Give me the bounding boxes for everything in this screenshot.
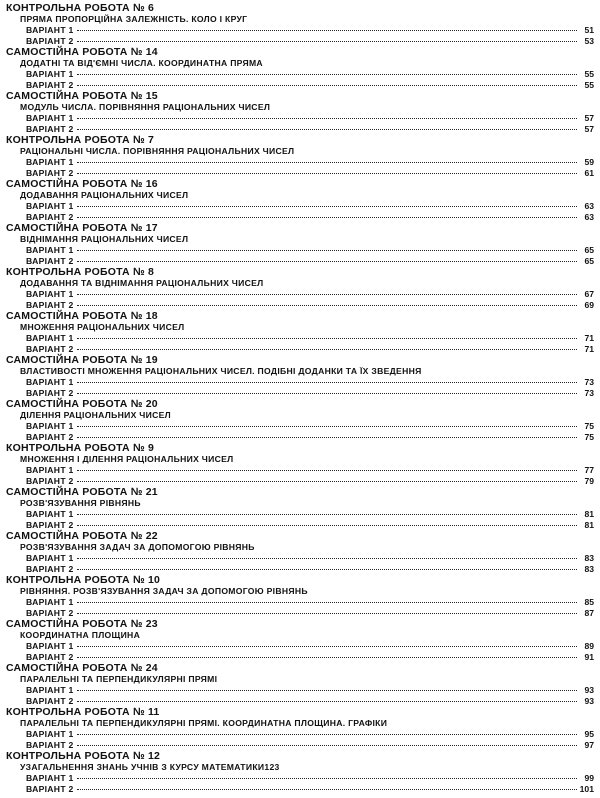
page-number: 95 bbox=[584, 729, 594, 739]
entry-label: ВАРІАНТ 1 bbox=[26, 201, 74, 211]
section-title: САМОСТІЙНА РОБОТА № 22 bbox=[6, 530, 158, 542]
section-subtitle: РАЦІОНАЛЬНІ ЧИСЛА. ПОРІВНЯННЯ РАЦІОНАЛЬНИХ ЧИСЕЛ bbox=[20, 146, 295, 156]
section-title: САМОСТІЙНА РОБОТА № 14 bbox=[6, 46, 158, 58]
toc-entry[interactable] bbox=[6, 432, 596, 443]
page-number: 83 bbox=[584, 553, 594, 563]
toc-entry[interactable] bbox=[6, 696, 596, 707]
page-number: 63 bbox=[584, 211, 594, 222]
page-number: 85 bbox=[584, 597, 594, 607]
dot-leader bbox=[77, 40, 577, 42]
page-number: 75 bbox=[584, 431, 594, 442]
entry-label: ВАРІАНТ 1 bbox=[26, 25, 74, 35]
toc-entry[interactable] bbox=[6, 784, 596, 795]
page-number: 59 bbox=[584, 157, 594, 167]
page-number: 55 bbox=[584, 69, 594, 79]
page-number: 75 bbox=[584, 421, 594, 431]
toc-section bbox=[6, 398, 596, 442]
section-title: КОНТРОЛЬНА РОБОТА № 8 bbox=[6, 266, 155, 278]
dot-leader bbox=[77, 557, 577, 559]
dot-leader bbox=[77, 733, 577, 735]
toc-entry[interactable] bbox=[6, 421, 596, 432]
toc-section bbox=[6, 178, 596, 222]
toc-entry[interactable] bbox=[6, 597, 596, 608]
page-number: 81 bbox=[584, 509, 594, 519]
section-title: САМОСТІЙНА РОБОТА № 24 bbox=[6, 662, 158, 674]
dot-leader bbox=[77, 425, 577, 427]
toc-entry[interactable] bbox=[6, 245, 596, 256]
entry-label: ВАРІАНТ 2 bbox=[26, 211, 74, 222]
toc-section bbox=[6, 574, 596, 618]
section-subtitle: РОЗВ'ЯЗУВАННЯ ЗАДАЧ ЗА ДОПОМОГОЮ РІВНЯНЬ bbox=[20, 542, 255, 552]
dot-leader bbox=[77, 117, 577, 119]
entry-label: ВАРІАНТ 2 bbox=[26, 563, 74, 574]
toc-entry[interactable] bbox=[6, 333, 596, 344]
dot-leader bbox=[77, 161, 577, 163]
page-number: 83 bbox=[584, 563, 594, 574]
entry-label: ВАРІАНТ 2 bbox=[26, 431, 74, 442]
entry-label: ВАРІАНТ 2 bbox=[26, 79, 74, 90]
toc-entry[interactable] bbox=[6, 509, 596, 520]
section-subtitle: ДОДАВАННЯ РАЦІОНАЛЬНИХ ЧИСЕЛ bbox=[20, 190, 189, 200]
dot-leader bbox=[77, 788, 577, 790]
entry-label: ВАРІАНТ 1 bbox=[26, 113, 74, 123]
toc-entry[interactable] bbox=[6, 564, 596, 575]
toc-entry[interactable] bbox=[6, 300, 596, 311]
section-title: КОНТРОЛЬНА РОБОТА № 12 bbox=[6, 750, 161, 762]
entry-label: ВАРІАНТ 2 bbox=[26, 387, 74, 398]
page-number: 73 bbox=[584, 377, 594, 387]
toc-entry[interactable] bbox=[6, 520, 596, 531]
entry-label: ВАРІАНТ 1 bbox=[26, 245, 74, 255]
section-title: КОНТРОЛЬНА РОБОТА № 6 bbox=[6, 2, 155, 14]
dot-leader bbox=[77, 304, 577, 306]
dot-leader bbox=[77, 524, 577, 526]
toc-entry[interactable] bbox=[6, 465, 596, 476]
dot-leader bbox=[77, 744, 577, 746]
dot-leader bbox=[77, 568, 577, 570]
page-number: 79 bbox=[584, 475, 594, 486]
toc-entry[interactable] bbox=[6, 476, 596, 487]
section-subtitle: УЗАГАЛЬНЕННЯ ЗНАНЬ УЧНІВ З КУРСУ МАТЕМАТИКИ123 bbox=[20, 762, 280, 772]
section-title: САМОСТІЙНА РОБОТА № 18 bbox=[6, 310, 158, 322]
toc-section bbox=[6, 530, 596, 574]
entry-label: ВАРІАНТ 1 bbox=[26, 157, 74, 167]
dot-leader bbox=[77, 216, 577, 218]
entry-label: ВАРІАНТ 2 bbox=[26, 607, 74, 618]
toc-section bbox=[6, 2, 596, 46]
entry-label: ВАРІАНТ 1 bbox=[26, 729, 74, 739]
entry-label: ВАРІАНТ 2 bbox=[26, 255, 74, 266]
toc-entry[interactable] bbox=[6, 80, 596, 91]
dot-leader bbox=[77, 777, 577, 779]
page-number: 63 bbox=[584, 201, 594, 211]
toc-entry[interactable] bbox=[6, 388, 596, 399]
entry-label: ВАРІАНТ 1 bbox=[26, 69, 74, 79]
page-number: 57 bbox=[584, 113, 594, 123]
dot-leader bbox=[77, 293, 577, 295]
entry-label: ВАРІАНТ 1 bbox=[26, 289, 74, 299]
dot-leader bbox=[77, 513, 577, 515]
section-title: САМОСТІЙНА РОБОТА № 23 bbox=[6, 618, 158, 630]
entry-label: ВАРІАНТ 1 bbox=[26, 465, 74, 475]
toc-entry[interactable] bbox=[6, 652, 596, 663]
page-number: 71 bbox=[584, 343, 594, 354]
toc-section bbox=[6, 618, 596, 662]
entry-label: ВАРІАНТ 2 bbox=[26, 651, 74, 662]
toc-section bbox=[6, 90, 596, 134]
toc-entry[interactable] bbox=[6, 168, 596, 179]
toc-entry[interactable] bbox=[6, 344, 596, 355]
section-title: КОНТРОЛЬНА РОБОТА № 10 bbox=[6, 574, 161, 586]
page-number: 61 bbox=[584, 167, 594, 178]
entry-label: ВАРІАНТ 1 bbox=[26, 685, 74, 695]
toc-section bbox=[6, 222, 596, 266]
section-subtitle: МНОЖЕННЯ І ДІЛЕННЯ РАЦІОНАЛЬНИХ ЧИСЕЛ bbox=[20, 454, 234, 464]
page-number: 55 bbox=[584, 79, 594, 90]
section-subtitle: ДОДАТНІ ТА ВІД'ЄМНІ ЧИСЛА. КООРДИНАТНА ПРЯМА bbox=[20, 58, 263, 68]
section-subtitle: ПРЯМА ПРОПОРЦІЙНА ЗАЛЕЖНІСТЬ. КОЛО І КРУГ bbox=[20, 14, 248, 24]
page-number: 65 bbox=[584, 245, 594, 255]
toc-entry[interactable] bbox=[6, 553, 596, 564]
section-subtitle: КООРДИНАТНА ПЛОЩИНА bbox=[20, 630, 141, 640]
section-subtitle: ДІЛЕННЯ РАЦІОНАЛЬНИХ ЧИСЕЛ bbox=[20, 410, 171, 420]
toc-entry[interactable] bbox=[6, 25, 596, 36]
section-subtitle: ДОДАВАННЯ ТА ВІДНІМАННЯ РАЦІОНАЛЬНИХ ЧИСЕЛ bbox=[20, 278, 264, 288]
dot-leader bbox=[77, 436, 577, 438]
page-number: 89 bbox=[584, 641, 594, 651]
dot-leader bbox=[77, 645, 577, 647]
page-number: 51 bbox=[584, 25, 594, 35]
toc-entry[interactable] bbox=[6, 36, 596, 47]
entry-label: ВАРІАНТ 2 bbox=[26, 783, 74, 794]
section-subtitle: МОДУЛЬ ЧИСЛА. ПОРІВНЯННЯ РАЦІОНАЛЬНИХ ЧИСЕЛ bbox=[20, 102, 271, 112]
entry-label: ВАРІАНТ 2 bbox=[26, 299, 74, 310]
toc-section bbox=[6, 134, 596, 178]
page-number: 67 bbox=[584, 289, 594, 299]
entry-label: ВАРІАНТ 1 bbox=[26, 333, 74, 343]
section-subtitle: РОЗВ'ЯЗУВАННЯ РІВНЯНЬ bbox=[20, 498, 141, 508]
entry-label: ВАРІАНТ 2 bbox=[26, 739, 74, 750]
dot-leader bbox=[77, 260, 577, 262]
section-title: САМОСТІЙНА РОБОТА № 15 bbox=[6, 90, 158, 102]
toc-entry[interactable] bbox=[6, 256, 596, 267]
section-subtitle: МНОЖЕННЯ РАЦІОНАЛЬНИХ ЧИСЕЛ bbox=[20, 322, 185, 332]
toc-entry[interactable] bbox=[6, 157, 596, 168]
section-title: САМОСТІЙНА РОБОТА № 19 bbox=[6, 354, 158, 366]
dot-leader bbox=[77, 205, 577, 207]
page-number: 91 bbox=[584, 651, 594, 662]
section-title: САМОСТІЙНА РОБОТА № 20 bbox=[6, 398, 158, 410]
toc-entry[interactable] bbox=[6, 212, 596, 223]
page-number: 71 bbox=[584, 333, 594, 343]
toc-entry[interactable] bbox=[6, 685, 596, 696]
toc-entry[interactable] bbox=[6, 124, 596, 135]
toc-entry[interactable] bbox=[6, 377, 596, 388]
entry-label: ВАРІАНТ 2 bbox=[26, 167, 74, 178]
section-title: КОНТРОЛЬНА РОБОТА № 11 bbox=[6, 706, 160, 718]
page-number: 53 bbox=[584, 35, 594, 46]
toc-section bbox=[6, 486, 596, 530]
page-number: 101 bbox=[579, 783, 594, 794]
toc-entry[interactable] bbox=[6, 201, 596, 212]
section-title: САМОСТІЙНА РОБОТА № 16 bbox=[6, 178, 158, 190]
dot-leader bbox=[77, 601, 577, 603]
entry-label: ВАРІАНТ 2 bbox=[26, 475, 74, 486]
page-number: 97 bbox=[584, 739, 594, 750]
entry-label: ВАРІАНТ 1 bbox=[26, 553, 74, 563]
dot-leader bbox=[77, 469, 577, 471]
section-title: КОНТРОЛЬНА РОБОТА № 9 bbox=[6, 442, 155, 454]
entry-label: ВАРІАНТ 2 bbox=[26, 695, 74, 706]
toc-section bbox=[6, 310, 596, 354]
section-subtitle: ВІДНІМАННЯ РАЦІОНАЛЬНИХ ЧИСЕЛ bbox=[20, 234, 189, 244]
toc-section bbox=[6, 750, 596, 794]
toc-entry[interactable] bbox=[6, 641, 596, 652]
toc-entry[interactable] bbox=[6, 740, 596, 751]
toc-entry[interactable] bbox=[6, 608, 596, 619]
dot-leader bbox=[77, 480, 577, 482]
entry-label: ВАРІАНТ 1 bbox=[26, 641, 74, 651]
toc-entry[interactable] bbox=[6, 729, 596, 740]
toc-section bbox=[6, 706, 596, 750]
page-number: 93 bbox=[584, 685, 594, 695]
dot-leader bbox=[77, 337, 577, 339]
page-number: 99 bbox=[584, 773, 594, 783]
page-number: 73 bbox=[584, 387, 594, 398]
section-subtitle: ПАРАЛЕЛЬНІ ТА ПЕРПЕНДИКУЛЯРНІ ПРЯМІ. КООРДИНАТНА ПЛОЩИНА. ГРАФІКИ bbox=[20, 718, 388, 728]
entry-label: ВАРІАНТ 1 bbox=[26, 773, 74, 783]
section-subtitle: ПАРАЛЕЛЬНІ ТА ПЕРПЕНДИКУЛЯРНІ ПРЯМІ bbox=[20, 674, 218, 684]
toc-entry[interactable] bbox=[6, 113, 596, 124]
toc-section bbox=[6, 662, 596, 706]
dot-leader bbox=[77, 29, 577, 31]
toc-section bbox=[6, 266, 596, 310]
toc-section bbox=[6, 354, 596, 398]
page-number: 57 bbox=[584, 123, 594, 134]
dot-leader bbox=[77, 73, 577, 75]
dot-leader bbox=[77, 700, 577, 702]
entry-label: ВАРІАНТ 2 bbox=[26, 35, 74, 46]
entry-label: ВАРІАНТ 1 bbox=[26, 421, 74, 431]
entry-label: ВАРІАНТ 2 bbox=[26, 343, 74, 354]
page-number: 69 bbox=[584, 299, 594, 310]
entry-label: ВАРІАНТ 2 bbox=[26, 123, 74, 134]
dot-leader bbox=[77, 656, 577, 658]
page-number: 87 bbox=[584, 607, 594, 618]
dot-leader bbox=[77, 84, 577, 86]
entry-label: ВАРІАНТ 1 bbox=[26, 377, 74, 387]
dot-leader bbox=[77, 172, 577, 174]
entry-label: ВАРІАНТ 1 bbox=[26, 597, 74, 607]
section-title: КОНТРОЛЬНА РОБОТА № 7 bbox=[6, 134, 155, 146]
dot-leader bbox=[77, 128, 577, 130]
section-subtitle: ВЛАСТИВОСТІ МНОЖЕННЯ РАЦІОНАЛЬНИХ ЧИСЕЛ. ПОДІБНІ ДОДАНКИ ТА ЇХ ЗВЕДЕННЯ bbox=[20, 366, 422, 376]
dot-leader bbox=[77, 689, 577, 691]
entry-label: ВАРІАНТ 2 bbox=[26, 519, 74, 530]
toc-entry[interactable] bbox=[6, 289, 596, 300]
dot-leader bbox=[77, 381, 577, 383]
dot-leader bbox=[77, 612, 577, 614]
page-number: 77 bbox=[584, 465, 594, 475]
toc-section bbox=[6, 442, 596, 486]
dot-leader bbox=[77, 392, 577, 394]
page-number: 65 bbox=[584, 255, 594, 266]
page-number: 81 bbox=[584, 519, 594, 530]
section-subtitle: РІВНЯННЯ. РОЗВ'ЯЗУВАННЯ ЗАДАЧ ЗА ДОПОМОГОЮ РІВНЯНЬ bbox=[20, 586, 308, 596]
entry-label: ВАРІАНТ 1 bbox=[26, 509, 74, 519]
page-number: 93 bbox=[584, 695, 594, 706]
toc-entry[interactable] bbox=[6, 69, 596, 80]
section-title: САМОСТІЙНА РОБОТА № 21 bbox=[6, 486, 158, 498]
toc-entry[interactable] bbox=[6, 773, 596, 784]
dot-leader bbox=[77, 348, 577, 350]
section-title: САМОСТІЙНА РОБОТА № 17 bbox=[6, 222, 158, 234]
dot-leader bbox=[77, 249, 577, 251]
toc-section bbox=[6, 46, 596, 90]
